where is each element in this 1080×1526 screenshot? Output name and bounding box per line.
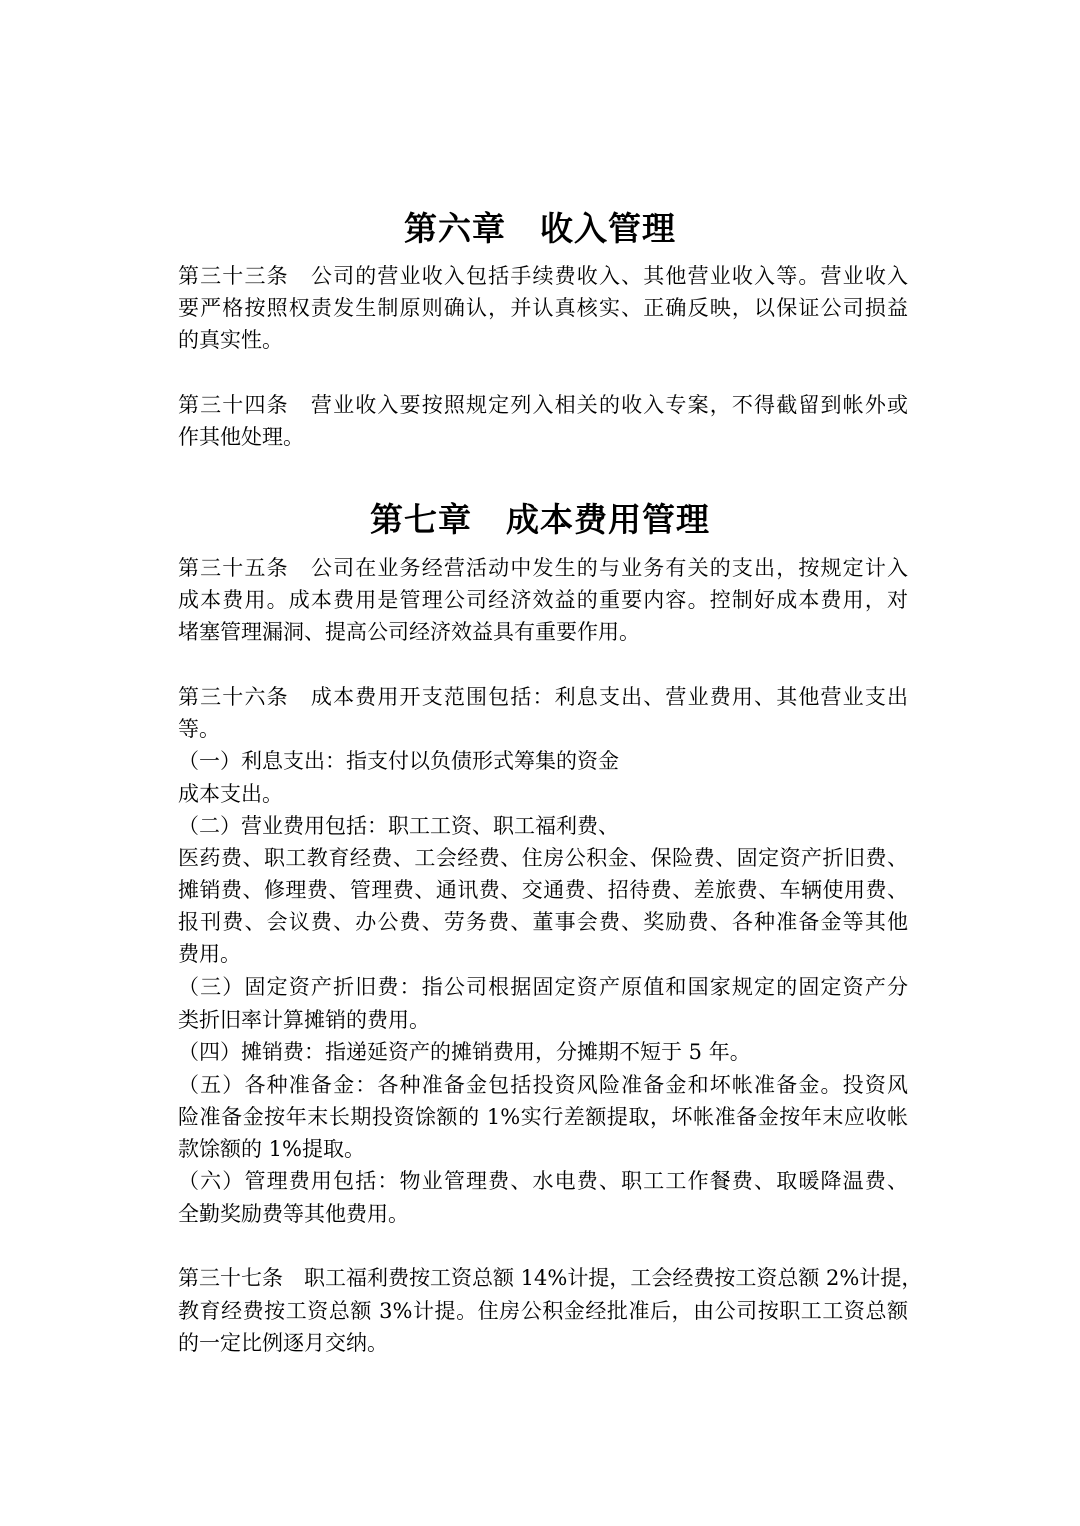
article-36-line: 类折旧率计算摊销的费用。 [178, 1008, 430, 1032]
article-36-line: 费用。 [178, 942, 241, 966]
article-37-line: 教育经费按工资总额 3%计提。住房公积金经批准后，由公司按职工工资总额 [178, 1299, 908, 1323]
article-35-line: 第三十五条 公司在业务经营活动中发生的与业务有关的支出，按规定计入 [178, 556, 908, 580]
chapter-6-title: 第六章 收入管理 [404, 209, 676, 248]
article-36-line: 成本支出。 [178, 782, 283, 806]
article-34-line: 作其他处理。 [178, 425, 304, 449]
article-36-line: 全勤奖励费等其他费用。 [178, 1202, 409, 1226]
article-36-line: （五）各种准备金：各种准备金包括投资风险准备金和坏帐准备金。投资风 [178, 1073, 908, 1097]
article-37-line: 第三十七条 职工福利费按工资总额 14%计提，工会经费按工资总额 2%计提， [178, 1266, 923, 1290]
article-36-line: （四）摊销费：指递延资产的摊销费用，分摊期不短于 5 年。 [178, 1040, 751, 1064]
article-36-line: 险准备金按年末长期投资馀额的 1%实行差额提取，坏帐准备金按年末应收帐 [178, 1105, 908, 1129]
article-36-line: （二）营业费用包括：职工工资、职工福利费、 [178, 814, 619, 838]
article-35-line: 堵塞管理漏洞、提高公司经济效益具有重要作用。 [178, 620, 640, 644]
article-34-line: 第三十四条 营业收入要按照规定列入相关的收入专案，不得截留到帐外或 [178, 393, 908, 417]
article-36-line: 第三十六条 成本费用开支范围包括：利息支出、营业费用、其他营业支出 [178, 685, 908, 709]
article-33-line: 的真实性。 [178, 328, 283, 352]
article-36-line: 报刊费、会议费、办公费、劳务费、董事会费、奖励费、各种准备金等其他 [178, 910, 908, 934]
article-36-line: 等。 [178, 717, 220, 741]
article-37-line: 的一定比例逐月交纳。 [178, 1331, 388, 1355]
article-36-line: 款馀额的 1%提取。 [178, 1137, 365, 1161]
article-36-line: （三）固定资产折旧费：指公司根据固定资产原值和国家规定的固定资产分 [178, 975, 908, 999]
article-33-line: 要严格按照权责发生制原则确认，并认真核实、正确反映，以保证公司损益 [178, 296, 908, 320]
article-35-line: 成本费用。成本费用是管理公司经济效益的重要内容。控制好成本费用，对 [178, 588, 908, 612]
article-36-line: 摊销费、修理费、管理费、通讯费、交通费、招待费、差旅费、车辆使用费、 [178, 878, 908, 902]
article-36-line: （六）管理费用包括：物业管理费、水电费、职工工作餐费、取暖降温费、 [178, 1169, 908, 1193]
article-36-line: 医药费、职工教育经费、工会经费、住房公积金、保险费、固定资产折旧费、 [178, 846, 908, 870]
chapter-7-title: 第七章 成本费用管理 [370, 500, 710, 539]
article-36-line: （一）利息支出：指支付以负债形式筹集的资金 [178, 749, 619, 773]
article-33-line: 第三十三条 公司的营业收入包括手续费收入、其他营业收入等。营业收入 [178, 264, 908, 288]
